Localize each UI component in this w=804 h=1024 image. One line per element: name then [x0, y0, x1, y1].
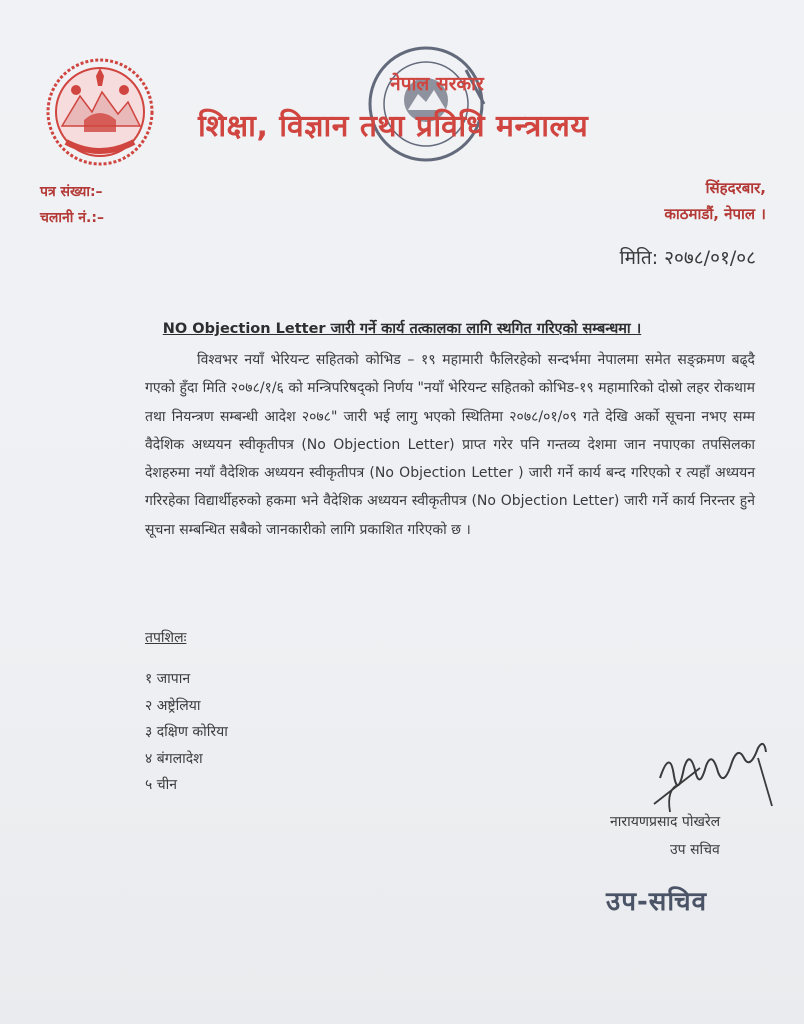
- letter-body: विश्वभर नयाँ भेरियन्ट सहितको कोभिड – १९ महामारी फैलिरहेको सन्दर्भमा नेपालमा समेत सङ्क्रमण बढ्दै गएको हुँदा मिति २०७८/१/६ को मन्त्रिपरिषद्को निर्णय "नयाँ भेरियन्ट सहितको कोभिड-१९ महामारिको दोस्रो लहर रोकथाम तथा नियन्त्रण सम्बन्धी आदेश २०७८" जारी भई लागु भएको स्थितिमा २०७८/०१/०९ गते देखि अर्को सूचना नभए सम्म वैदेशिक अध्ययन स्वीकृतीपत्र (No Objection Letter) प्राप्त गरेर पनि गन्तव्य देशमा जान नपाएका तपसिलका देशहरुमा नयाँ वैदेशिक अध्ययन स्वीकृतीपत्र (No Objection Letter ) जारी गर्ने कार्य बन्द गरिएको र त्यहाँ अध्ययन गरिरहेका विद्यार्थीहरुको हकमा भने वैदेशिक अध्ययन स्वीकृतीपत्र (No Objection Letter) जारी गर्ने कार्य निरन्तर हुने सूचना सम्बन्धित सबैको जानकारीको लागि प्रकाशित गरिएको छ ।: [145, 352, 755, 538]
- letter-number: पत्र संख्या:–: [40, 184, 103, 200]
- list-item: ४ बंगलादेश: [145, 750, 203, 767]
- nepal-emblem-icon: [44, 56, 156, 168]
- designation-stamp: उप-सचिव: [606, 887, 708, 917]
- signer-name: नारायणप्रसाद पोखरेल: [610, 814, 721, 830]
- dispatch-number: चलानी नं.:–: [40, 210, 104, 226]
- list-item: २ अष्ट्रेलिया: [145, 697, 201, 714]
- list-item: ३ दक्षिण कोरिया: [145, 724, 228, 740]
- address-line-2: काठमाडौं, नेपाल ।: [664, 205, 766, 223]
- government-name: नेपाल सरकार: [390, 73, 484, 95]
- letter-subject: NO Objection Letter जारी गर्ने कार्य तत्कालका लागि स्थगित गरिएको सम्बन्धमा ।: [162, 321, 642, 337]
- address-line-1: सिंहदरबार,: [705, 179, 766, 197]
- signer-designation: उप सचिव: [670, 842, 720, 858]
- country-list: [145, 666, 228, 799]
- list-item: ५ चीन: [145, 777, 178, 793]
- details-heading: तपशिलः: [145, 630, 187, 646]
- list-item: १ जापान: [145, 671, 191, 687]
- letter-date: मिति: २०७८/०१/०८: [619, 247, 756, 269]
- ministry-name: शिक्षा, विज्ञान तथा प्रविधि मन्त्रालय: [198, 109, 589, 144]
